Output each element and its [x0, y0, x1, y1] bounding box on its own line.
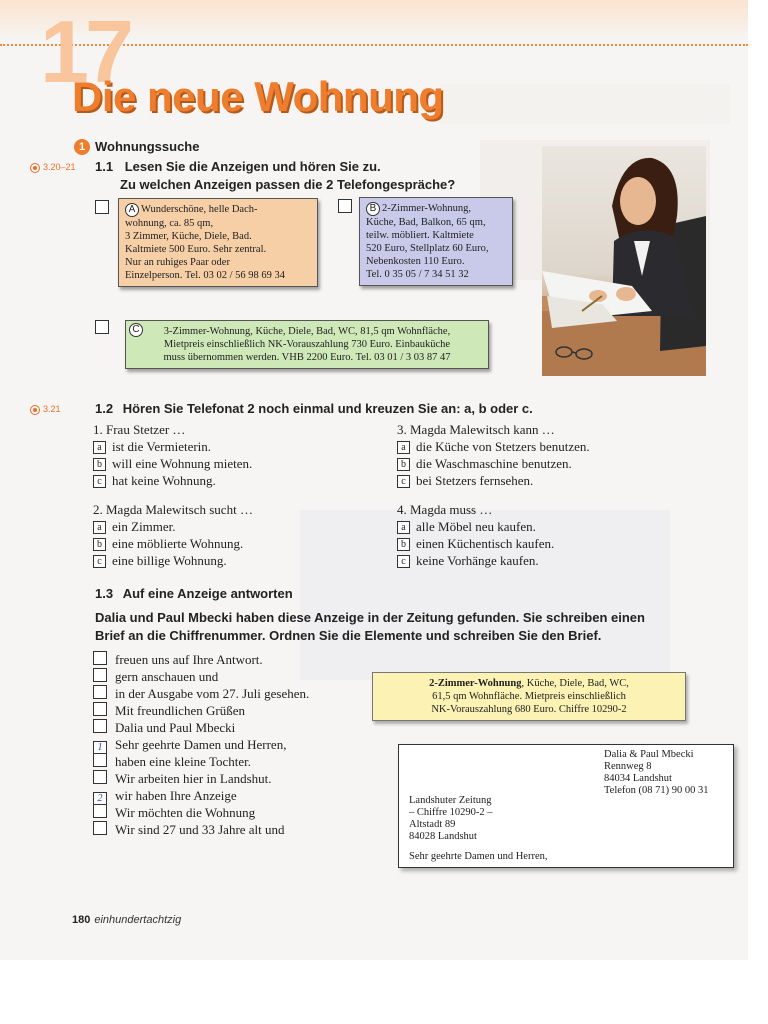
sort-item[interactable] — [93, 804, 255, 821]
ad-line: Küche, Bad, Balkon, 65 qm, — [366, 217, 486, 228]
question-2: 2. Magda Malewitsch sucht … — [93, 502, 253, 517]
order-box[interactable]: 2 — [93, 792, 107, 806]
page-number-words: einhundertachtzig — [94, 914, 182, 926]
option-letter[interactable]: c — [397, 555, 410, 568]
sort-item-text: Dalia und Paul Mbecki — [115, 720, 236, 735]
option-text: bei Stetzers fernsehen. — [416, 473, 534, 488]
ad-line: Kaltmiete 500 Euro. Sehr zentral. — [125, 244, 267, 255]
sender-address — [604, 749, 709, 797]
option[interactable] — [397, 535, 554, 552]
option-text: eine billige Wohnung. — [112, 553, 227, 568]
sort-item-text: freuen uns auf Ihre Antwort. — [115, 652, 263, 667]
task-1-2 — [95, 399, 533, 418]
option-letter[interactable]: b — [397, 458, 410, 471]
sort-item-text: Wir möchten die Wohnung — [115, 805, 256, 820]
option-letter[interactable]: a — [397, 441, 410, 454]
chapter-title: Die neue Wohnung — [72, 73, 444, 120]
option[interactable] — [397, 438, 590, 455]
question-1: 1. Frau Stetzer … — [93, 422, 186, 437]
chapter-number: 17 — [40, 2, 130, 101]
option[interactable] — [93, 438, 211, 455]
ad-a — [118, 198, 318, 287]
sort-item-text: wir haben Ihre Anzeige — [115, 788, 237, 803]
task-number: 1.1 — [95, 159, 114, 174]
sort-item[interactable] — [93, 651, 263, 668]
option-text: ein Zimmer. — [112, 519, 176, 534]
address-line: Landshuter Zeitung — [409, 795, 492, 806]
option-text: will eine Wohnung mieten. — [112, 456, 253, 471]
order-box[interactable] — [93, 685, 107, 699]
audio-track-label: 3.21 — [30, 404, 61, 415]
ad-line: , Küche, Diele, Bad, WC, — [521, 678, 629, 689]
option-letter[interactable]: a — [93, 521, 106, 534]
option[interactable] — [93, 535, 243, 552]
task-heading: Auf eine Anzeige antworten — [122, 586, 293, 601]
sort-item-text: Sehr geehrte Damen und Herren, — [115, 737, 287, 752]
option-letter[interactable]: b — [93, 458, 106, 471]
letter-sheet — [398, 744, 734, 868]
sort-item-text: Wir sind 27 und 33 Jahre alt und — [115, 822, 285, 837]
address-line: – Chiffre 10290-2 – — [409, 807, 493, 818]
address-line: Dalia & Paul Mbecki — [604, 749, 694, 760]
sort-item[interactable] — [93, 719, 235, 736]
option-letter[interactable]: c — [93, 555, 106, 568]
address-line: Rennweg 8 — [604, 761, 652, 772]
ad-letter: C — [129, 323, 143, 337]
sort-item[interactable] — [93, 770, 272, 787]
option-letter[interactable]: a — [397, 521, 410, 534]
audio-track-label: 3.20–21 — [30, 162, 76, 173]
ad-line: teilw. möbliert. Kaltmiete — [366, 230, 474, 241]
task-1-3-instruction-line1: Dalia und Paul Mbecki haben diese Anzeige in der Zeitung gefunden. Sie schreiben einen — [95, 610, 645, 625]
option-letter[interactable]: a — [93, 441, 106, 454]
photo-illustration — [542, 146, 706, 376]
checkbox-ad-a[interactable] — [95, 200, 109, 214]
task-1-3 — [95, 584, 293, 603]
option[interactable] — [93, 518, 176, 535]
ad-line: muss übernommen werden. VHB 2200 Euro. Tel. 03 01 / 3 03 87 47 — [163, 352, 451, 363]
option-letter[interactable]: b — [93, 538, 106, 551]
option-letter[interactable]: b — [397, 538, 410, 551]
checkbox-ad-b[interactable] — [338, 199, 352, 213]
task-1-1 — [95, 157, 381, 176]
option-text: ist die Vermieterin. — [112, 439, 212, 454]
ad-line: Mietpreis einschließlich NK-Vorauszahlung 730 Euro. Einbauküche — [163, 339, 451, 350]
apartment-ad — [372, 672, 686, 721]
option-text: die Küche von Stetzers benutzen. — [416, 439, 590, 454]
ad-line: Einzelperson. Tel. 03 02 / 56 98 69 34 — [125, 270, 286, 281]
task-1-3-instruction-line2: Brief an die Chiffrenummer. Ordnen Sie die Elemente und schreiben Sie den Brief. — [95, 628, 602, 643]
option-letter[interactable]: c — [397, 475, 410, 488]
task-1-1-line2: Zu welchen Anzeigen passen die 2 Telefongespräche? — [120, 177, 456, 192]
ad-line: Tel. 0 35 05 / 7 34 51 32 — [366, 269, 469, 280]
page-number: 180 — [72, 914, 91, 926]
order-box[interactable] — [93, 821, 107, 835]
option-text: eine möblierte Wohnung. — [112, 536, 244, 551]
option-text: die Waschmaschine benutzen. — [416, 456, 572, 471]
ad-letter: A — [125, 203, 139, 217]
bleed-through — [440, 84, 730, 124]
order-box[interactable] — [93, 719, 107, 733]
sort-item[interactable] — [93, 821, 285, 838]
option[interactable] — [93, 552, 227, 569]
sort-item-text: gern anschauen und — [115, 669, 219, 684]
order-box[interactable] — [93, 753, 107, 767]
ad-line: 520 Euro, Stellplatz 60 Euro, — [366, 243, 489, 254]
page-footer — [72, 914, 181, 926]
order-box[interactable] — [93, 668, 107, 682]
sort-item-text: Mit freundlichen Grüßen — [115, 703, 245, 718]
section-number: 1 — [74, 139, 90, 155]
order-box[interactable] — [93, 770, 107, 784]
ad-line: 3-Zimmer-Wohnung, Küche, Diele, Bad, WC, 81,5 qm Wohnfläche, — [163, 326, 451, 337]
address-line: 84028 Landshut — [409, 831, 477, 842]
recipient-address — [409, 795, 493, 843]
option-text: alle Möbel neu kaufen. — [416, 519, 536, 534]
ad-line: 61,5 qm Wohnfläche. Mietpreis einschließlich — [432, 691, 626, 702]
order-box[interactable] — [93, 651, 107, 665]
order-box[interactable] — [93, 702, 107, 716]
option-text: keine Vorhänge kaufen. — [416, 553, 539, 568]
sort-item-text: in der Ausgabe vom 27. Juli gesehen. — [115, 686, 310, 701]
option[interactable] — [93, 455, 252, 472]
ad-line: 3 Zimmer, Küche, Diele, Bad. — [125, 231, 252, 242]
ad-line: wohnung, ca. 85 qm, — [125, 218, 214, 229]
sort-item[interactable] — [93, 685, 309, 702]
task-instruction: Hören Sie Telefonat 2 noch einmal und kreuzen Sie an: a, b oder c. — [122, 401, 533, 416]
sort-item[interactable] — [93, 702, 245, 719]
option[interactable] — [397, 518, 536, 535]
task-number: 1.2 — [95, 401, 114, 416]
option[interactable] — [397, 455, 572, 472]
option-text: hat keine Wohnung. — [112, 473, 216, 488]
option-letter[interactable]: c — [93, 475, 106, 488]
option-text: einen Küchentisch kaufen. — [416, 536, 555, 551]
task-instruction: Lesen Sie die Anzeigen und hören Sie zu. — [124, 159, 381, 174]
ad-line: Nebenkosten 110 Euro. — [366, 256, 465, 267]
section-title: Wohnungssuche — [95, 139, 200, 154]
ad-c — [125, 320, 489, 369]
sort-item[interactable] — [93, 668, 218, 685]
option[interactable] — [93, 472, 216, 489]
letter-salutation: Sehr geehrte Damen und Herren, — [409, 851, 548, 862]
ad-b — [359, 197, 513, 286]
ad-heading: 2-Zimmer-Wohnung — [429, 678, 522, 689]
order-box[interactable]: 1 — [93, 741, 107, 755]
address-line: 84034 Landshut — [604, 773, 672, 784]
question-3: 3. Magda Malewitsch kann … — [397, 422, 555, 437]
ad-line: NK-Vorauszahlung 680 Euro. Chiffre 10290-2 — [431, 704, 627, 715]
sort-item[interactable] — [93, 753, 251, 770]
task-number: 1.3 — [95, 586, 114, 601]
order-box[interactable] — [93, 804, 107, 818]
checkbox-ad-c[interactable] — [95, 320, 109, 334]
cd-icon — [30, 163, 40, 173]
sort-item-text: Wir arbeiten hier in Landshut. — [115, 771, 272, 786]
question-4: 4. Magda muss … — [397, 502, 493, 517]
address-line: Telefon (08 71) 90 00 31 — [604, 785, 709, 796]
ad-line: 2-Zimmer-Wohnung, — [382, 203, 472, 214]
cd-icon — [30, 405, 40, 415]
ad-letter: B — [366, 202, 380, 216]
ad-line: Nur an ruhiges Paar oder — [125, 257, 230, 268]
photo-woman-reading-ads — [542, 146, 706, 376]
address-line: Altstadt 89 — [409, 819, 456, 830]
option[interactable] — [397, 552, 539, 569]
option[interactable] — [397, 472, 533, 489]
ad-line: Wunderschöne, helle Dach- — [141, 204, 258, 215]
sort-item-text: haben eine kleine Tochter. — [115, 754, 252, 769]
